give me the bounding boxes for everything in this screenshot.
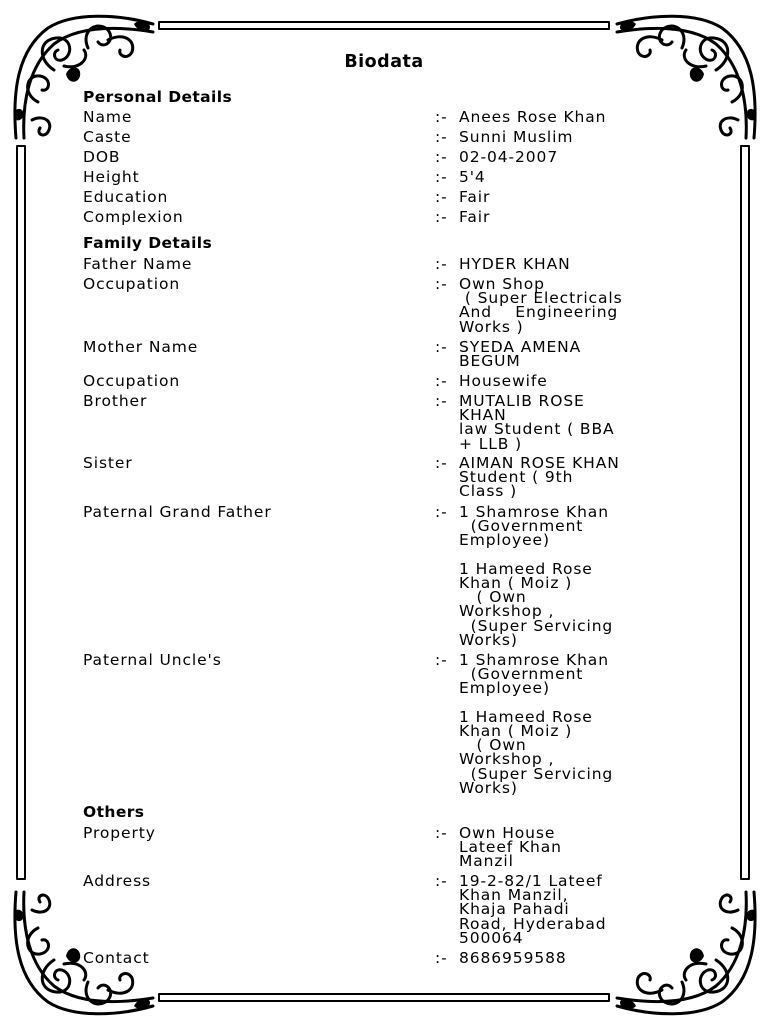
value-text: 8686959588 [459, 949, 567, 967]
field-label-mother-occupation: Occupation [83, 372, 181, 390]
value-text: Anees Rose Khan [459, 108, 607, 126]
value-text: 19-2-82/1 Lateef Khan Manzil, Khaja Pahadi Road, Hyderabad 500064 [459, 872, 607, 947]
separator: :- [435, 275, 448, 293]
value-text: Housewife [459, 372, 548, 390]
separator: :- [435, 208, 448, 226]
frame-right-bar [740, 145, 750, 880]
separator: :- [435, 255, 448, 273]
value-text: Own House Lateef Khan Manzil [459, 824, 562, 871]
separator: :- [435, 872, 448, 890]
value-text: Own Shop ( Super Electricals And Engineering Works ) [459, 275, 623, 336]
value-text: 5'4 [459, 168, 486, 186]
field-value-mother-name [435, 338, 685, 371]
separator: :- [435, 188, 448, 206]
field-label-father-occupation: Occupation [83, 275, 181, 293]
field-value-father-name [435, 257, 685, 271]
section-heading-family: Family Details [83, 234, 213, 252]
field-value-caste [435, 130, 685, 144]
page-title: Biodata [344, 52, 424, 72]
separator: :- [435, 148, 448, 166]
value-text: Fair [459, 188, 491, 206]
value-text: 1 Shamrose Khan (Government Employee) 1 Hameed Rose Khan ( Moiz ) ( Own Workshop , (Super Servicing Works) [459, 503, 614, 649]
value-text: Fair [459, 208, 491, 226]
value-text: 02-04-2007 [459, 148, 559, 166]
value-text: HYDER KHAN [459, 255, 571, 273]
field-value-property [435, 826, 685, 869]
separator: :- [435, 168, 448, 186]
separator: :- [435, 338, 448, 356]
section-heading-others: Others [83, 803, 145, 821]
section-heading-personal: Personal Details [83, 88, 233, 106]
corner-ornament-top-right [612, 10, 762, 150]
field-value-sister [435, 456, 685, 499]
field-label-paternal-uncles: Paternal Uncle's [83, 651, 222, 669]
field-value-education [435, 190, 685, 204]
frame-left-bar [16, 145, 26, 880]
separator: :- [435, 108, 448, 126]
field-value-mother-occupation [435, 374, 685, 388]
field-label-complexion: Complexion [83, 208, 184, 226]
field-label-address: Address [83, 872, 152, 890]
separator: :- [435, 824, 448, 842]
value-text: AIMAN ROSE KHAN Student ( 9th Class ) [459, 454, 620, 501]
field-label-brother: Brother [83, 392, 148, 410]
field-label-property: Property [83, 824, 156, 842]
field-value-complexion [435, 210, 685, 224]
field-label-name: Name [83, 108, 133, 126]
separator: :- [435, 454, 448, 472]
field-label-sister: Sister [83, 454, 133, 472]
field-value-height [435, 170, 685, 184]
field-value-contact [435, 951, 685, 965]
field-label-height: Height [83, 168, 140, 186]
separator: :- [435, 949, 448, 967]
separator: :- [435, 392, 448, 410]
field-label-mother-name: Mother Name [83, 338, 199, 356]
field-value-paternal-uncles [435, 653, 685, 795]
field-label-education: Education [83, 188, 169, 206]
value-text: Sunni Muslim [459, 128, 574, 146]
field-label-caste: Caste [83, 128, 132, 146]
value-text: MUTALIB ROSE KHAN law Student ( BBA + LLB ) [459, 392, 615, 453]
value-text: 1 Shamrose Khan (Government Employee) 1 Hameed Rose Khan ( Moiz ) ( Own Workshop , (Super Servicing Works) [459, 651, 614, 797]
field-label-contact: Contact [83, 949, 150, 967]
field-value-paternal-grand-father [435, 505, 685, 647]
frame-top-bar [158, 21, 610, 30]
separator: :- [435, 372, 448, 390]
separator: :- [435, 651, 448, 669]
field-value-father-occupation [435, 277, 685, 334]
field-label-paternal-grand-father: Paternal Grand Father [83, 503, 272, 521]
field-label-father-name: Father Name [83, 255, 193, 273]
field-label-dob: DOB [83, 148, 121, 166]
frame-bottom-bar [158, 993, 610, 1002]
field-value-dob [435, 150, 685, 164]
field-value-brother [435, 394, 685, 451]
field-value-address [435, 874, 685, 945]
field-value-name [435, 110, 685, 124]
separator: :- [435, 128, 448, 146]
value-text: SYEDA AMENA BEGUM [459, 338, 582, 371]
separator: :- [435, 503, 448, 521]
